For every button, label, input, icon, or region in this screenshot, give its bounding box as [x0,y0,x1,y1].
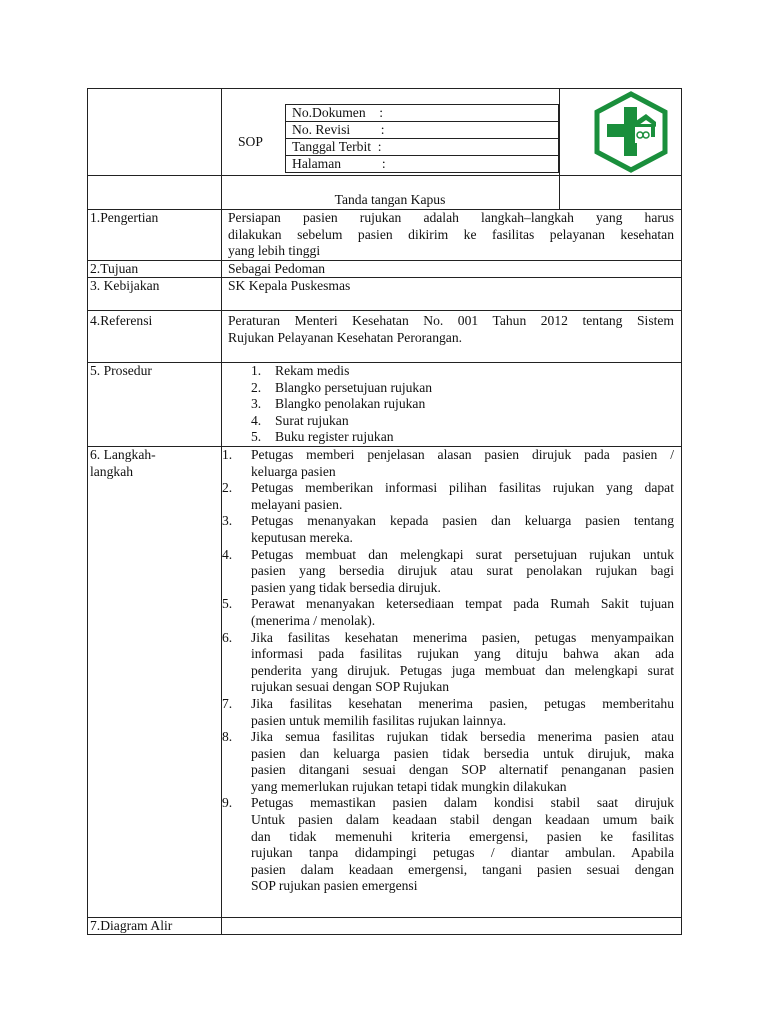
meta-no-revisi: No. Revisi : [286,122,559,139]
referensi-line: Rujukan Pelayanan Kesehatan Perorangan. [228,329,463,345]
list-number: 4. [251,412,262,428]
list-line: keluarga pasien [251,463,336,479]
list-line: Petugas memberi penjelasan alasan pasien dirujuk pada pasien / [251,447,674,462]
list-text: Buku register rujukan [275,429,394,445]
list-line: SOP rujukan pasien emergensi [251,878,418,894]
list-item [222,795,674,895]
meta-no-dokumen: No.Dokumen : [286,105,559,122]
list-text: Blangko penolakan rujukan [275,396,426,412]
list-item [222,480,674,513]
list-line: Jika fasilitas kesehatan menerima pasien, petugas menyampaikan [251,629,674,645]
list-number: 5. [222,596,233,612]
label-prosedur: 5. Prosedur [90,363,152,378]
referensi-line: Peraturan Menteri Kesehatan No. 001 Tahun 2012 tentang Sistem [228,313,674,328]
list-line: pasien dan keluarga pasien tidak bersedia untuk dirujuk, maka [251,745,674,761]
list-line: Jika fasilitas kesehatan menerima pasien, petugas memberitahu [251,695,674,711]
label-tujuan: 2.Tujuan [90,261,139,276]
list-line: Jika semua fasilitas rujukan tidak bersedia menerima pasien atau [251,729,674,745]
list-item [222,596,674,629]
list-line: pasien untuk memilih fasilitas rujukan lainnya. [251,712,507,728]
prosedur-list [251,363,671,446]
content-tujuan: Sebagai Pedoman [228,261,326,276]
puskesmas-logo [591,90,671,174]
list-line: Perawat menanyakan ketersediaan tempat pada Rumah Sakit tujuan [251,596,674,612]
label-pengertian: 1.Pengertian [90,210,159,225]
label-langkah [90,447,156,480]
list-number: 5. [251,429,262,445]
content-prosedur [251,363,671,446]
signature-label: Tanda tangan Kapus [334,192,446,207]
label-langkah-line: 6. Langkah- [90,447,156,462]
list-line: pasien yang tidak bersedia dirujuk. [251,579,441,595]
list-line: Petugas memberikan informasi pilihan fasilitas rujukan yang dapat [251,480,674,496]
list-line: penderita yang dirujuk. Petugas juga membuat dan melengkapi surat [251,662,674,678]
list-line: informasi pada fasilitas rujukan yang dituju bahwa akan ada [251,646,674,662]
list-number: 4. [222,546,233,562]
list-item [251,429,671,446]
content-langkah [222,447,674,895]
document-meta-table [285,104,559,173]
logo-hexagon-cross-icon [591,90,671,174]
list-line: yang memerlukan rujukan tetapi tidak mungkin dilakukan [251,778,567,794]
list-line: Petugas membuat dan melengkapi surat persetujuan rujukan untuk [251,546,674,562]
list-line: rujukan sesuai dengan SOP Rujukan [251,679,450,695]
list-item [222,513,674,546]
meta-halaman: Halaman : [286,156,559,173]
list-number: 7. [222,695,233,711]
list-number: 3. [222,513,233,529]
list-number: 6. [222,629,233,645]
langkah-list [222,447,674,895]
list-text: Blangko persetujuan rujukan [275,379,433,395]
list-line: rujukan tanpa didampingi petugas / diantar ambulan. Apabila [251,845,674,861]
list-line: (menerima / menolak). [251,612,376,628]
list-line: pasien ditangani sesuai dengan SOP alternatif penanganan pasien [251,762,674,778]
label-langkah-line: langkah [90,463,134,479]
list-text: Surat rujukan [275,412,349,428]
content-kebijakan: SK Kepala Puskesmas [228,278,351,293]
list-number: 1. [222,447,233,462]
list-number: 3. [251,396,262,412]
content-pengertian [228,210,674,260]
list-line: melayani pasien. [251,496,343,512]
label-referensi: 4.Referensi [90,313,153,328]
list-number: 2. [251,379,262,395]
pengertian-line: dilakukan sebelum pasien dikirim ke fasilitas pelayanan kesehatan [228,226,674,242]
list-line: Petugas menanyakan kepada pasien dan keluarga pasien tentang [251,513,674,529]
list-line: keputusan mereka. [251,529,353,545]
list-line: pasien yang bersedia dirujuk atau surat penolakan rujukan bagi [251,563,674,579]
list-line: dan tidak memenuhi kriteria emergensi, pasien ke fasilitas [251,828,674,844]
sop-label: SOP [238,134,263,149]
list-item [251,363,671,380]
list-item [222,547,674,597]
label-kebijakan: 3. Kebijakan [90,278,160,293]
content-referensi [228,313,674,346]
list-number: 1. [251,363,262,378]
list-number: 9. [222,795,233,811]
list-item [251,396,671,413]
list-item [222,729,674,795]
list-item [222,447,674,480]
list-number: 8. [222,729,233,745]
list-item [222,630,674,696]
list-line: Petugas memastikan pasien dalam kondisi stabil saat dirujuk [251,795,674,811]
list-line: Untuk pasien dalam keadaan stabil dengan keadaan umum baik [251,812,674,828]
list-item [251,380,671,397]
meta-tanggal-terbit: Tanggal Terbit : [286,139,559,156]
list-item [251,413,671,430]
list-line: pasien dalam keadaan emergensi, tangani pasien sesuai dengan [251,861,674,877]
pengertian-line: Persiapan pasien rujukan adalah langkah–langkah yang harus [228,210,674,225]
pengertian-line: yang lebih tinggi [228,243,321,259]
list-number: 2. [222,480,233,496]
list-text: Rekam medis [275,363,350,378]
label-diagram-alir: 7.Diagram Alir [90,918,173,933]
list-item [222,696,674,729]
